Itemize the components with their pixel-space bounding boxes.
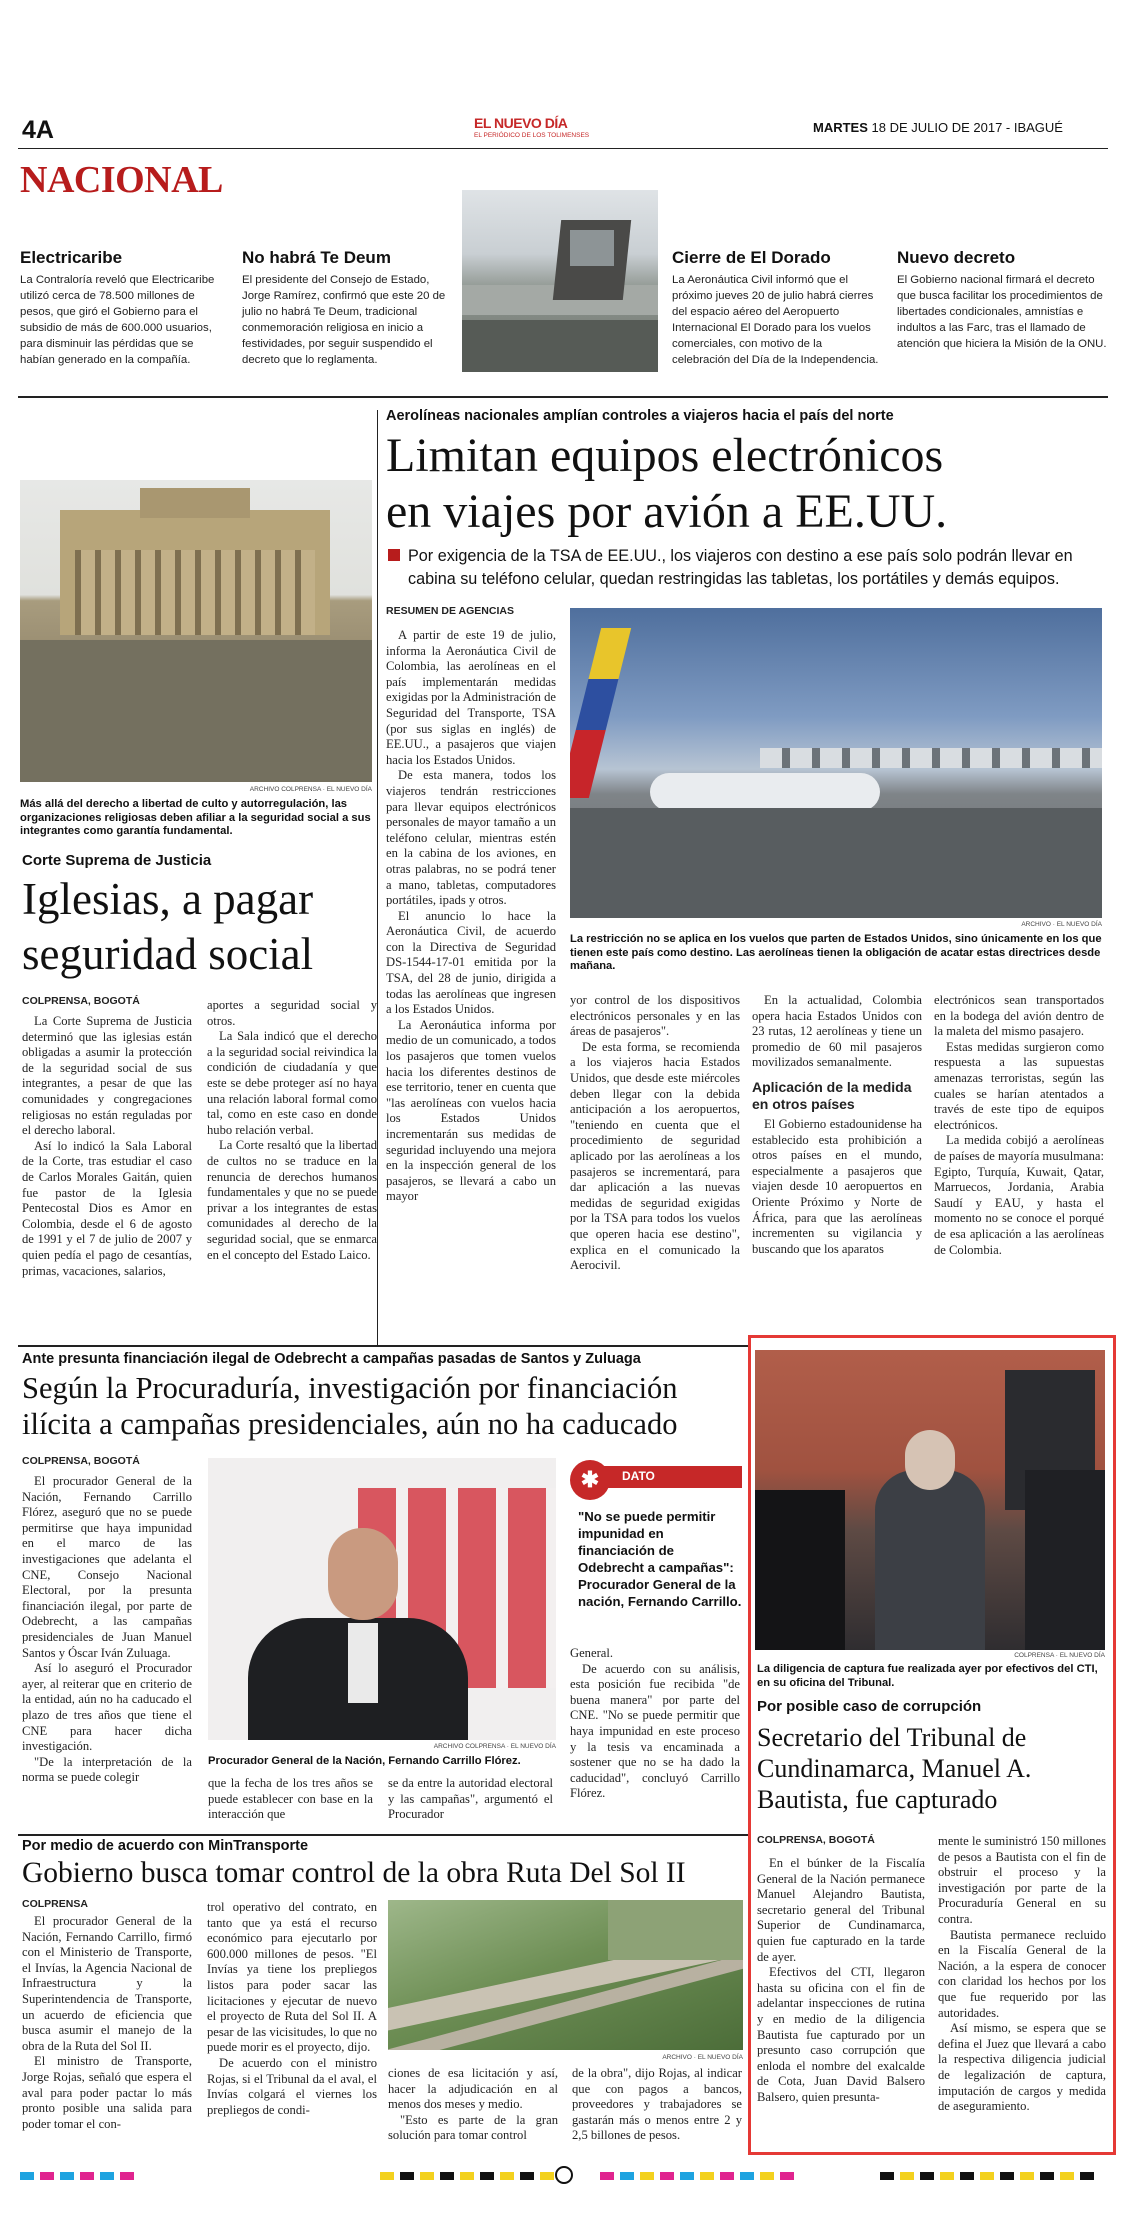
odebrecht-byline: COLPRENSA, BOGOTÁ — [22, 1455, 140, 1467]
main-photo-credit: ARCHIVO · EL NUEVO DÍA — [1021, 921, 1102, 928]
church-divider — [377, 410, 378, 1345]
paragraph: A partir de este 19 de julio, informa la Aeronáutica Civil de Colombia, las aerolíneas en el país implementarán medidas exigidas por la Administración de Seguridad del Transporte, TSA (por sus siglas en inglés) de EE.UU., a pasajeros que viajen hacia los Estados Unidos. — [386, 628, 556, 767]
page-number: 4A — [22, 116, 54, 144]
church-photo-caption: Más allá del derecho a libertad de culto y autorregulación, las organizaciones religiosas deben afiliar a la seguridad social a sus integrantes como garantía fundamental. — [20, 798, 371, 837]
paragraph: trol operativo del contrato, en tanto que ya está el recurso económico para ejecutarlo por 600.000 millones de pesos. "El Invías ya tiene los prepliegos listos para poder sacar las licitaciones y ejecutar de nuevo el proyecto de Ruta del Sol II. A pesar de las vicisitudes, lo que no puede morir es el proyecto, dijo. — [207, 1900, 377, 2055]
main-byline: RESUMEN DE AGENCIAS — [386, 605, 514, 617]
header-date-text: 18 DE JULIO DE 2017 - IBAGUÉ — [871, 120, 1063, 135]
procurador-photo — [208, 1458, 556, 1740]
main-photo-planes — [570, 608, 1102, 918]
tribunal-photo — [755, 1350, 1105, 1650]
paragraph: yor control de los dispositivos electrónicos personales y en las áreas de pasajeros". — [570, 993, 740, 1039]
tribunal-col-2 — [938, 1834, 1106, 2115]
main-col-1 — [386, 628, 556, 1205]
brief-text: La Aeronáutica Civil informó que el próximo jueves 20 de julio habrá cierres del espacio aéreo del Aeropuerto Internacional El Dorado para los vuelos comerciales, con motivo de la celebración del Día de la Independencia. — [672, 274, 879, 366]
tribunal-photo-credit: COLPRENSA · EL NUEVO DÍA — [1014, 1652, 1105, 1659]
brief-el-dorado — [672, 248, 882, 368]
odebrecht-kicker: Ante presunta financiación ilegal de Odebrecht a campañas pasadas de Santos y Zuluaga — [22, 1351, 641, 1367]
main-col-3 — [752, 993, 922, 1257]
tower-screen — [570, 230, 614, 266]
brief-text: El presidente del Consejo de Estado, Jorge Ramírez, confirmó que este 20 de julio no habrá Te Deum, tradicional conmemoración religiosa en inicio a festividades, por seguir suspendido el decreto que lo reglamenta. — [242, 274, 446, 366]
color-bar-cyan — [20, 2172, 140, 2180]
dato-box — [570, 1460, 745, 1630]
odebrecht-col-1 — [22, 1474, 192, 1786]
person-head — [905, 1430, 955, 1490]
paragraph: General. — [570, 1646, 614, 1660]
person-center — [875, 1470, 985, 1650]
middle-rule — [18, 1345, 748, 1347]
paragraph: "Esto es parte de la gran solución para tomar control — [388, 2112, 558, 2143]
brief-text: La Contraloría reveló que Electricaribe utilizó cerca de 78.500 millones de pesos, que giró el Gobierno para el subsidio de más de 600.000 usuarios, para disminuir las pérdidas que se habían generado en la compañía. — [20, 274, 215, 366]
paragraph: El Gobierno estadounidense ha establecido esta prohibición a otros países en el mundo, especialmente a pasajeros que viajen desde 10 aeropuertos en Oriente Próximo y Norte de África, para que las aerolíneas incrementen su vigilancia y buscando que los aparatos — [752, 1116, 922, 1256]
ruta-col-4 — [572, 2066, 742, 2144]
procurador-photo-caption: Procurador General de la Nación, Fernando Carrillo Flórez. — [208, 1755, 521, 1767]
brief-te-deum — [242, 248, 452, 368]
paragraph: Así lo indicó la Sala Laboral de la Corte, tras estudiar el caso de Carlos Morales Gaitán, quien fue pastor de la Iglesia Pentecostal Dios es Amor en Colombia, desde el 6 de agosto de 1991 y el 7 de julio de 2007 y quien pedía el pago de cesantías, primas, vacaciones, salarios, — [22, 1138, 192, 1278]
brief-nuevo-decreto — [897, 248, 1107, 352]
paragraph: El anuncio lo hace la Aeronáutica Civil, de acuerdo con la Directiva de Seguridad DS-1544-17-01 emitida por la TSA, del 28 de junio, dirigida a todas las aerolíneas que ingresen a los Estados Unidos. — [386, 908, 556, 1017]
paragraph: El procurador General de la Nación, Fernando Carrillo Flórez, aseguró que no se puede permitirse que haya impunidad en el marco de las investigaciones que adelanta el CNE, Consejo Nacional Electoral, por la presunta financiación ilegal, por parte de Odebrecht, a las campañas presidenciales de Juan Manuel Santos y Óscar Iván Zuluaga. — [22, 1474, 192, 1660]
ruta-col-3 — [388, 2066, 558, 2144]
paragraph: mente le suministró 150 millones de pesos a Bautista con el fin de obstruir el proceso y la investigación por parte de la Procuraduría General en su contra. — [938, 1834, 1106, 1926]
header-weekday: MARTES — [813, 120, 868, 135]
speaker-head — [328, 1528, 398, 1620]
paragraph: ciones de esa licitación y así, hacer la adjudicación en al menos dos meses y medio. — [388, 2066, 558, 2112]
ground-shade — [462, 320, 658, 372]
odebrecht-col-4 — [570, 1646, 740, 1802]
paragraph: de la obra", dijo Rojas, al indicar que con pagos a bancos, proveedores y trabajadores se gastarán más o menos entre 2 y 2,5 billones de pesos. — [572, 2066, 742, 2143]
tribunal-kicker: Por posible caso de corrupción — [757, 1698, 982, 1715]
main-deck: Por exigencia de la TSA de EE.UU., los viajeros con destino a ese país solo podrán llevar en cabina su teléfono celular, quedan restringidas las tabletas, los portátiles y demás equipos. — [408, 547, 1073, 588]
church-kicker: Corte Suprema de Justicia — [22, 852, 212, 869]
brief-title: No habrá Te Deum — [242, 248, 391, 267]
header-date — [813, 120, 1063, 135]
dato-label: DATO — [622, 1469, 655, 1483]
ruta-headline: Gobierno busca tomar control de la obra Ruta Del Sol II — [22, 1857, 686, 1889]
tarmac — [570, 808, 1102, 918]
briefs-rule — [18, 396, 1108, 398]
paragraph: Así lo aseguró el Procurador ayer, al reiterar que en criterio de la entidad, aún no ha caducado el plazo de tres años que tiene el CNE para hacer dicha investigación. — [22, 1661, 192, 1754]
lower-rule — [18, 1834, 748, 1836]
page-header — [18, 112, 1108, 146]
main-photo-caption: La restricción no se aplica en los vuelos que parten de Estados Unidos, sino únicamente en los que tienen este país como destino. Las aerolíneas tienen la obligación de acatar estas directrices desde mañana. — [570, 933, 1102, 972]
deck-marker-icon — [388, 549, 400, 561]
paragraph: aportes a seguridad social y otros. — [207, 998, 377, 1028]
paragraph: electrónicos sean transportados en la bodega del avión dentro de la maleta del mismo pasajero. — [934, 993, 1104, 1039]
paragraph: De esta manera, todos los viajeros tendrán restricciones para llevar equipos electrónicos personales de mayor tamaño a un teléfono celular, mientras estén en la cabina de los aviones, en otras palabras, no se podrá tener a mano, tabletas, computadores portátiles, ipads y otros. — [386, 768, 556, 908]
registration-mark-icon — [555, 2166, 573, 2184]
tribunal-headline: Secretario del Tribunal de Cundinamarca, Manuel A. Bautista, fue capturado — [757, 1723, 1032, 1814]
hillside — [608, 1900, 743, 1960]
church-col-1 — [22, 1014, 192, 1279]
tribunal-byline: COLPRENSA, BOGOTÁ — [757, 1834, 875, 1846]
odebrecht-headline-line1: Según la Procuraduría, investigación por financiación — [22, 1371, 678, 1405]
color-bar-magenta — [600, 2172, 800, 2180]
dato-quote: "No se puede permitir impunidad en financiación de Odebrecht a campañas": Procurador General de la nación, Fernando Carrillo. — [578, 1509, 742, 1609]
brief-title: Nuevo decreto — [897, 248, 1016, 267]
header-rule — [18, 148, 1108, 149]
church-headline-line2: seguridad social — [22, 929, 314, 979]
paragraph: que la fecha de los tres años se puede establecer con base en la interacción que — [208, 1776, 373, 1822]
church-photo — [20, 480, 372, 782]
ruta-col-2 — [207, 1900, 377, 2118]
church-byline: COLPRENSA, BOGOTÁ — [22, 995, 140, 1007]
main-col-4 — [934, 993, 1104, 1258]
church-headline-line1: Iglesias, a pagar — [22, 874, 314, 924]
ruta-col-1 — [22, 1914, 192, 2132]
brief-title: Cierre de El Dorado — [672, 248, 831, 267]
church-photo-credit: ARCHIVO COLPRENSA · EL NUEVO DÍA — [249, 786, 372, 793]
brief-title: Electricaribe — [20, 248, 123, 267]
paragraph: se da entre la autoridad electoral y las campañas", argumentó el Procurador — [388, 1776, 553, 1822]
church-col-2 — [207, 998, 377, 1263]
brief-photo-airport — [462, 190, 658, 372]
camera-left — [755, 1490, 845, 1650]
paragraph: Bautista permanece recluido en la Fiscalía General de la Nación, a la espera de conocer con claridad los hechos por los que fue requerido por las autoridades. — [938, 1927, 1106, 2020]
paragraph: La Aeronáutica informa por medio de un comunicado, a todos los pasajeros que tomen vuelos hacia los diferentes destinos de ese territorio, tener en cuenta que "las aerolíneas con vuelos hacia los Estados Unidos incrementarán sus medidas de seguridad incluyendo una mejora en la inspección general de los pasajeros, se llevará a cabo un mayor — [386, 1017, 556, 1204]
speaker-shirt — [348, 1623, 378, 1703]
paragraph: De acuerdo con el ministro Rojas, si el Tribunal da el aval, el Invías colgará el viernes los prepliegos de condi- — [207, 2055, 377, 2117]
paragraph: De esta forma, se recomienda a los viajeros hacia Estados Unidos, que desde este miércoles deben llegar con la debida anticipación a los aeropuertos, "teniendo en cuenta que el procedimiento de seguridad aplicado por las aerolíneas a los pasajeros se incrementará, para dar aplicación a las nuevas medidas de seguridad exigidas por la TSA para todos los vuelos que operen hacia ese destino", explica en el comunicado la Aerocivil. — [570, 1039, 740, 1273]
person-right — [1025, 1470, 1105, 1650]
procurador-photo-credit: ARCHIVO COLPRENSA · EL NUEVO DÍA — [433, 1743, 556, 1750]
ruta-kicker: Por medio de acuerdo con MinTransporte — [22, 1838, 309, 1854]
paragraph: En el búnker de la Fiscalía General de la Nación permanece Manuel Alejandro Bautista, secretario general del Tribunal Superior de Cundinamarca, quien fue capturado en la tarde de ayer. — [757, 1856, 925, 1964]
color-bar-black — [880, 2172, 1100, 2180]
dato-icon: ✱ — [570, 1460, 610, 1500]
paragraph: La Corte resaltó que la libertad de cultos no se traduce en la renuncia de derechos humanos fundamentales y que no se puede privar a los integrantes de estas comunidades al derecho de la seguridad social, que se enmarca en el concepto del Estado Laico. — [207, 1138, 377, 1262]
brief-text: El Gobierno nacional firmará el decreto que busca facilitar los procedimientos de libertades condicionales, amnistías e indultos a las Farc, tras el llamado de atención que hiciera la Misión de la ONU. — [897, 274, 1107, 350]
odebrecht-headline-line2: ilícita a campañas presidenciales, aún no ha caducado — [22, 1407, 678, 1441]
brief-electricaribe — [20, 248, 225, 368]
main-headline-line2: en viajes por avión a EE.UU. — [386, 485, 948, 538]
plaza — [20, 640, 372, 782]
paragraph: Efectivos del CTI, llegaron hasta su oficina con el fin de adelantar inspecciones de rutina y en medio de la diligencia Bautista fue capturado por un presunto caso corrupción que enloda el nombre del exalcalde de Cota, Juan David Balsero Balsero, quien presunta- — [757, 1965, 925, 2104]
paragraph: "De la interpretación de la norma se puede colegir — [22, 1754, 192, 1785]
paragraph: De acuerdo con su análisis, esta posición fue recibida "de buena manera" por parte del CNE. "No se puede permitir que haya impunidad en este proceso y la tesis va encaminada a sostener que no se ha dado la caducidad", concluyó Carrillo Flórez. — [570, 1661, 740, 1801]
main-kicker: Aerolíneas nacionales amplían controles a viajeros hacia el país del norte — [386, 408, 894, 424]
main-subhead: Aplicación de la medida en otros países — [752, 1078, 912, 1112]
building-columns — [75, 550, 315, 635]
tribunal-col-1 — [757, 1856, 925, 2106]
odebrecht-col-3 — [388, 1776, 553, 1823]
paragraph: El procurador General de la Nación, Fernando Carrillo, firmó con el Ministerio de Transporte, el Invías, la Agencia Nacional de Infraestructura y la Superintendencia de Transporte, un acuerdo de eficiencia que busca asumir el manejo de la obra de la Ruta del Sol II. — [22, 1914, 192, 2053]
main-headline — [386, 428, 1108, 540]
paragraph: Así mismo, se espera que se defina el Juez que llevará a cabo la respectiva diligencia judicial de legalización de captura, imputación de cargos y medida de aseguramiento. — [938, 2021, 1106, 2114]
church-headline — [22, 872, 382, 982]
paragraph: La medida cobijó a aerolíneas de países de mayoría musulmana: Egipto, Turquía, Kuwait, Qatar, Marruecos, Jordania, Arabia Saudí y EAU, y hasta el momento no se conoce el porqué de esa aplicación a las aerolíneas de Colombia. — [934, 1133, 1104, 1257]
paragraph: El ministro de Transporte, Jorge Rojas, señaló que espera el aval para poder pactar lo más pronto posible una salida para poder tomar el con- — [22, 2054, 192, 2131]
road-photo-credit: ARCHIVO · EL NUEVO DÍA — [662, 2054, 743, 2061]
paragraph: La Sala indicó que el derecho a la seguridad social reivindica la condición de ciudadanía y que este se debe proteger así no haya una relación laboral formal como tal, como en este caso en donde hubo relación verbal. — [207, 1029, 377, 1137]
newspaper-logo — [474, 115, 644, 143]
building-pediment — [140, 488, 250, 518]
main-headline-line1: Limitan equipos electrónicos — [386, 429, 944, 482]
logo-tagline: EL PERIÓDICO DE LOS TOLIMENSES — [474, 132, 590, 139]
odebrecht-col-2 — [208, 1776, 373, 1823]
main-col-2 — [570, 993, 740, 1274]
ruta-byline: COLPRENSA — [22, 1898, 88, 1910]
tail-fin — [570, 628, 631, 798]
color-bar-yellow — [380, 2172, 560, 2180]
section-title: NACIONAL — [20, 159, 223, 201]
road-photo — [388, 1900, 743, 2050]
logo-text: EL NUEVO DÍA — [474, 115, 568, 131]
tribunal-photo-caption: La diligencia de captura fue realizada ayer por efectivos del CTI, en su oficina del Tribunal. — [757, 1663, 1098, 1689]
paragraph: En la actualidad, Colombia opera hacia Estados Unidos con 23 rutas, 12 aerolíneas y tiene un promedio de 60 mil pasajeros movilizados semanalmente. — [752, 993, 922, 1070]
paragraph: Estas medidas surgieron como respuesta a las supuestas amenazas terroristas, según las cuales se harían atentados a través de este tipo de equipos electrónicos. — [934, 1039, 1104, 1132]
paragraph: La Corte Suprema de Justicia determinó que las iglesias están obligadas a asumir la protección de la seguridad social de sus integrantes, a pesar de que las comunidades y congregaciones religiosas no están reguladas por el derecho laboral. — [22, 1014, 192, 1138]
plane-fuselage — [650, 773, 880, 811]
odebrecht-headline — [22, 1370, 747, 1442]
plane-line — [760, 748, 1102, 768]
